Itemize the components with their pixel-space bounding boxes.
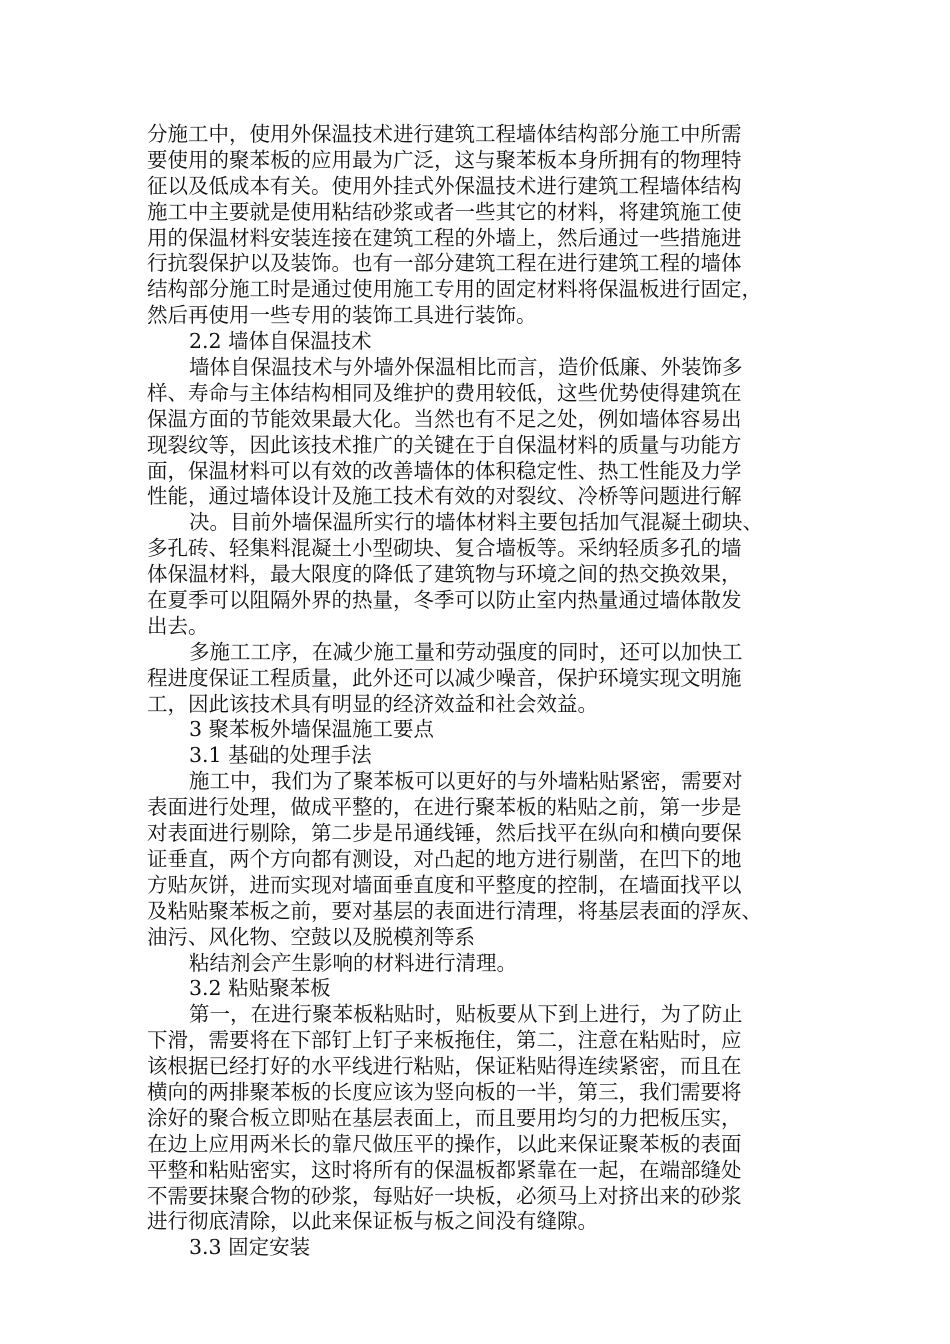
text-line: 横向的两排聚苯板的长度应该为竖向板的一半，第三，我们需要将 [147,1079,742,1104]
text-line: 用的保温材料安装连接在建筑工程的外墙上，然后通过一些措施进 [147,225,742,250]
text-line: 分施工中，使用外保温技术进行建筑工程墙体结构部分施工中所需 [147,122,742,146]
text-line: 在边上应用两米长的靠尺做压平的操作，以此来保证聚苯板的表面 [147,1131,742,1156]
text-line: 3 聚苯板外墙保温施工要点 [189,717,435,742]
text-line: 施工中主要就是使用粘结砂浆或者一些其它的材料，将建筑施工使 [147,199,742,224]
text-line: 现裂纹等，因此该技术推广的关键在于自保温材料的质量与功能方 [147,432,742,457]
text-line: 3.3 固定安装 [189,1235,311,1260]
text-line: 工，因此该技术具有明显的经济效益和社会效益。 [147,691,598,716]
text-line: 施工中，我们为了聚苯板可以更好的与外墙粘贴紧密，需要对 [189,769,743,794]
text-line: 平整和粘贴密实，这时将所有的保温板都紧靠在一起，在端部缝处 [147,1157,742,1182]
text-line: 征以及低成本有关。使用外挂式外保温技术进行建筑工程墙体结构 [147,173,742,198]
text-line: 方贴灰饼，进而实现对墙面垂直度和平整度的控制，在墙面找平以 [147,872,742,897]
text-line: 要使用的聚苯板的应用最为广泛，这与聚苯板本身所拥有的物理特 [147,147,742,172]
text-line: 3.1 基础的处理手法 [189,743,372,768]
text-line: 在夏季可以阻隔外界的热量，冬季可以防止室内热量通过墙体散发 [147,588,742,613]
text-line: 体保温材料，最大限度的降低了建筑物与环境之间的热交换效果， [147,562,742,587]
text-line: 进行彻底清除，以此来保证板与板之间没有缝隙。 [147,1209,598,1234]
text-line: 性能，通过墙体设计及施工技术有效的对裂纹、冷桥等问题进行解 [147,484,742,509]
text-line: 然后再使用一些专用的装饰工具进行装饰。 [147,303,537,328]
text-line: 油污、风化物、空鼓以及脱模剂等系 [147,924,475,949]
text-line: 出去。 [147,613,209,638]
body-text [147,122,817,1261]
text-line: 该根据已经打好的水平线进行粘贴，保证粘贴得连续紧密，而且在 [147,1054,742,1079]
text-line: 墙体自保温技术与外墙外保温相比而言，造价低廉、外装饰多 [189,355,743,380]
text-line: 对表面进行剔除，第二步是吊通线锤，然后找平在纵向和横向要保 [147,821,742,846]
text-line: 面，保温材料可以有效的改善墙体的体积稳定性、热工性能及力学 [147,458,742,483]
text-line: 结构部分施工时是通过使用施工专用的固定材料将保温板进行固定， [147,277,762,302]
text-line: 保温方面的节能效果最大化。当然也有不足之处，例如墙体容易出 [147,406,742,431]
text-line: 粘结剂会产生影响的材料进行清理。 [189,950,517,975]
text-line: 表面进行处理，做成平整的，在进行聚苯板的粘贴之前，第一步是 [147,795,742,820]
text-line: 多施工工序，在减少施工量和劳动强度的同时，还可以加快工 [189,639,743,664]
text-line: 不需要抹聚合物的砂浆，每贴好一块板，必须马上对挤出来的砂浆 [147,1183,742,1208]
text-line: 3.2 粘贴聚苯板 [189,976,331,1001]
text-line: 下滑，需要将在下部钉上钉子来板拖住，第二，注意在粘贴时，应 [147,1028,742,1053]
text-line: 第一，在进行聚苯板粘贴时，贴板要从下到上进行，为了防止 [189,1002,743,1027]
text-line: 行抗裂保护以及装饰。也有一部分建筑工程在进行建筑工程的墙体 [147,251,742,276]
text-line: 样、寿命与主体结构相同及维护的费用较低，这些优势使得建筑在 [147,380,742,405]
text-line: 证垂直，两个方向都有测设，对凸起的地方进行剔凿，在凹下的地 [147,846,742,871]
text-line: 2.2 墙体自保温技术 [189,329,372,354]
text-line: 多孔砖、轻集料混凝土小型砌块、复合墙板等。采纳轻质多孔的墙 [147,536,742,561]
text-line: 涂好的聚合板立即贴在基层表面上，而且要用均匀的力把板压实， [147,1105,742,1130]
text-line: 程进度保证工程质量，此外还可以减少噪音，保护环境实现文明施 [147,665,742,690]
text-line: 及粘贴聚苯板之前，要对基层的表面进行清理，将基层表面的浮灰、 [147,898,762,923]
text-line: 决。目前外墙保温所实行的墙体材料主要包括加气混凝土砌块、 [189,510,763,535]
